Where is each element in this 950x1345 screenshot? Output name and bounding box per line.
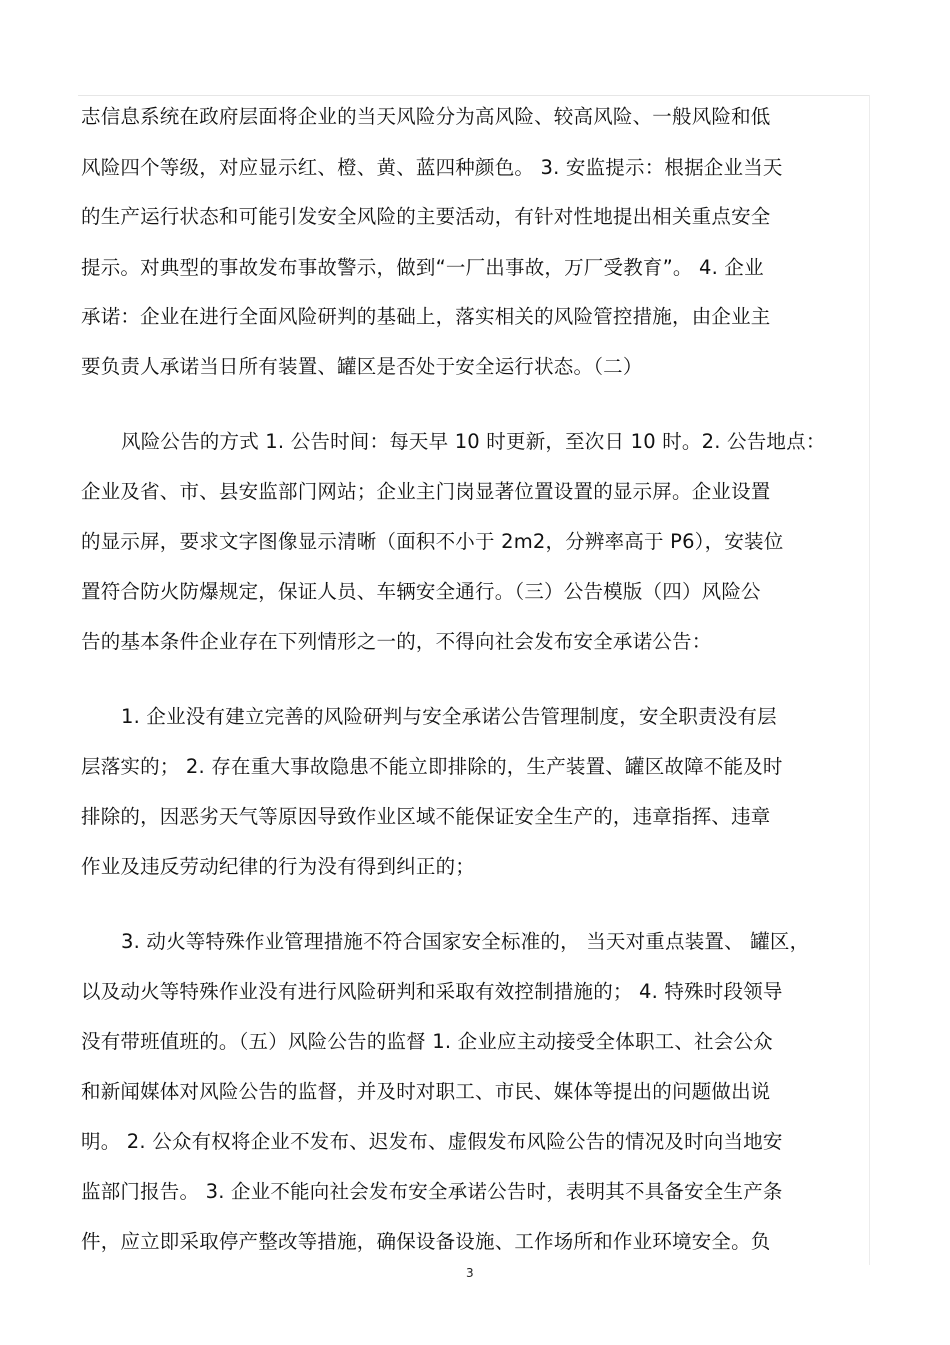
text-line-19: 和新闻媒体对风险公告的监督，并及时对职工、市民、媒体等提出的问题做出说 xyxy=(81,1080,771,1103)
text-line-11: 告的基本条件企业存在下列情形之一的，不得向社会发布安全承诺公告： xyxy=(81,630,712,653)
text-line-15: 作业及违反劳动纪律的行为没有得到纠正的； xyxy=(81,855,476,878)
text-line-10: 置符合防火防爆规定，保证人员、车辆安全通行。（三）公告模版（四）风险公 xyxy=(81,580,761,603)
text-line-12: 1. 企业没有建立完善的风险研判与安全承诺公告管理制度，安全职责没有层 xyxy=(121,705,777,728)
text-line-9: 的显示屏，要求文字图像显示清晰（面积不小于 2m2，分辨率高于 P6），安装位 xyxy=(81,530,784,553)
text-line-20: 明。 2. 公众有权将企业不发布、迟发布、虚假发布风险公告的情况及时向当地安 xyxy=(81,1130,783,1153)
text-line-2: 风险四个等级，对应显示红、橙、黄、蓝四种颜色。 3. 安监提示：根据企业当天 xyxy=(81,156,783,179)
text-line-21: 监部门报告。 3. 企业不能向社会发布安全承诺公告时，表明其不具备安全生产条 xyxy=(81,1180,783,1203)
text-line-7: 风险公告的方式 1. 公告时间：每天早 10 时更新，至次日 10 时。2. 公告地点： xyxy=(121,430,826,453)
text-line-5: 承诺：企业在进行全面风险研判的基础上，落实相关的风险管控措施，由企业主 xyxy=(81,305,771,328)
text-line-1: 志信息系统在政府层面将企业的当天风险分为高风险、较高风险、一般风险和低 xyxy=(81,105,771,128)
text-line-18: 没有带班值班的。（五）风险公告的监督 1. 企业应主动接受全体职工、社会公众 xyxy=(81,1030,773,1053)
page-number: 3 xyxy=(466,1266,474,1280)
text-line-22: 件，应立即采取停产整改等措施，确保设备设施、工作场所和作业环境安全。负 xyxy=(81,1230,771,1253)
text-line-14: 排除的，因恶劣天气等原因导致作业区域不能保证安全生产的，违章指挥、违章 xyxy=(81,805,771,828)
text-line-8: 企业及省、市、县安监部门网站；企业主门岗显著位置设置的显示屏。企业设置 xyxy=(81,480,771,503)
page-right-border xyxy=(869,95,870,1265)
text-line-3: 的生产运行状态和可能引发安全风险的主要活动，有针对性地提出相关重点安全 xyxy=(81,205,771,228)
text-line-17: 以及动火等特殊作业没有进行风险研判和采取有效控制措施的； 4. 特殊时段领导 xyxy=(81,980,783,1003)
text-line-4: 提示。对典型的事故发布事故警示，做到“一厂出事故，万厂受教育”。 4. 企业 xyxy=(81,256,764,279)
text-line-6: 要负责人承诺当日所有装置、罐区是否处于安全运行状态。（二） xyxy=(81,355,643,378)
page-top-border xyxy=(78,95,870,96)
text-line-13: 层落实的； 2. 存在重大事故隐患不能立即排除的，生产装置、罐区故障不能及时 xyxy=(81,755,783,778)
text-line-16: 3. 动火等特殊作业管理措施不符合国家安全标准的， 当天对重点装置、 罐区， xyxy=(121,930,810,953)
